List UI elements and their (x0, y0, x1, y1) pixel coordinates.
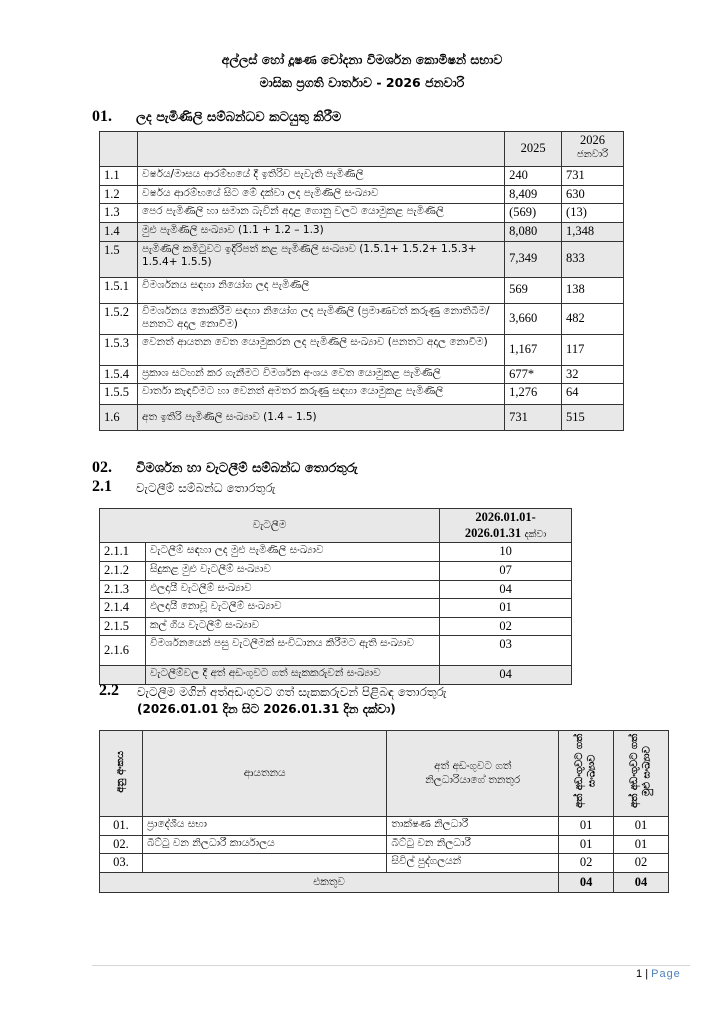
row-desc: වැටලීම්වල දී අත් අඩංගුවට ගත් සැකකරුවන් සංඛ්‍යාව (145, 666, 439, 685)
row-desc: වැටලීම් සඳහා ලද මුළු පැමිණිලි සංඛ්‍යාව (145, 543, 439, 562)
page-separator: | (645, 968, 649, 980)
row-id: 2.1.4 (100, 599, 146, 618)
section2-title: විමර්ශන හා වැටලීම් සම්බන්ධ තොරතුරු (136, 461, 358, 476)
row-id: 2.1.3 (100, 580, 146, 599)
page-footer (636, 968, 681, 980)
row-id: 2.1.6 (100, 636, 146, 666)
row-value-2026: 138 (562, 277, 624, 303)
row-value-2026: 482 (562, 303, 624, 334)
col-header-total: අත් අඩංගුවට ගත් මුළු සංඛ්‍යාව (614, 731, 669, 817)
row-value-2025: 240 (505, 167, 562, 186)
row-value-2025: 8,080 (505, 222, 562, 241)
row-value-2026: (13) (562, 204, 624, 223)
row-total: 02 (614, 854, 669, 873)
col-header-institution: ආයතනය (142, 731, 386, 817)
row-total: 01 (614, 817, 669, 836)
row-id: 2.1.1 (100, 543, 146, 562)
arrests-table (99, 730, 669, 893)
row-desc: කල් ගිය වැටලීම් සංඛ්‍යාව (145, 617, 439, 636)
row-institution: බීට්ටු වන නිලධාරී කාර්යාලය (142, 835, 386, 854)
row-desc: විමර්ශනය සඳහා නියෝග ලද පැමිණිලි (137, 277, 504, 303)
row-institution (142, 854, 386, 873)
row-id: 1.1 (100, 167, 138, 186)
row-arrested: 02 (559, 854, 614, 873)
row-desc: වාර්තා කැඳවීමට හා වෙනත් අමතර කරුණු සඳහා යොමුකළ පැමිණිලි (137, 384, 504, 405)
row-desc: වර්ෂය/මාසය ආරම්භයේ දී ඉතිරිව පැවැති පැමිණිලි (137, 167, 504, 186)
row-id: 2.1.2 (100, 561, 146, 580)
row-value-2026: 117 (562, 334, 624, 365)
row-value: 04 (440, 666, 572, 685)
footer-divider (92, 965, 690, 966)
col-header-period: 2026.01.01- 2026.01.31 දක්වා (440, 509, 572, 543)
row-id: 1.5.4 (100, 365, 138, 384)
row-value-2026: 64 (562, 384, 624, 405)
row-id: 1.5.2 (100, 303, 138, 334)
page-number: 1 (636, 968, 643, 980)
total-arrested: 04 (559, 872, 614, 892)
row-desc: සිදුකළ මුළු වැටලීම් සංඛ්‍යාව (145, 561, 439, 580)
row-id: 1.5.5 (100, 384, 138, 405)
row-desc: ප්‍රකාශ සටහන් කර ගැනීමට විමර්ශන අංශය වෙත යොමුකළ පැමිණිලි (137, 365, 504, 384)
row-id: 1.5.3 (100, 334, 138, 365)
row-desc: ඵලදායී වැටලීම් සංඛ්‍යාව (145, 580, 439, 599)
row-arrested: 01 (559, 817, 614, 836)
row-value-2025: (569) (505, 204, 562, 223)
report-title: අල්ලස් හෝ දූෂණ චෝදනා විමර්ශන කොමිෂන් සභාව (221, 52, 503, 67)
row-desc: අත ඉතිරි පැමිණිලි සංඛ්‍යාව (1.4 – 1.5) (137, 405, 504, 431)
row-no: 02. (100, 835, 143, 854)
row-desc: ඵලදායී නොවූ වැටලීම් සංඛ්‍යාව (145, 599, 439, 618)
row-value-2026: 1,348 (562, 222, 624, 241)
row-value-2026: 515 (562, 405, 624, 431)
section1-title: ලද පැමිණිලි සම්බන්ධව කටයුතු කිරීම (136, 110, 342, 125)
row-no: 03. (100, 854, 143, 873)
row-desc: වෙනත් ආයතන වෙත යොමුකරන ලද පැමිණිලි සංඛ්‍යාව (පනතට අදාල නොවීම) (137, 334, 504, 365)
row-officer: සිවිල් පුද්ගලයන් (387, 854, 559, 873)
row-desc: පෙර පැමිණිලි හා සමාන බැවින් අදාළ ගොනු වලට යොමුකළ පැමිණිලි (137, 204, 504, 223)
row-officer: බීට්ටු වන නිලධාරී (387, 835, 559, 854)
row-desc: විමර්ශනය නොකිරීම සඳහා නියෝග ලද පැමිණිලි (ප්‍රමාණවත් කරුණු නොතිබීම/ පනතට අදාල නොවීම) (137, 303, 504, 334)
report-subtitle: මාසික ප්‍රගති වාර්තාව - 2026 ජනවාරි (259, 75, 465, 90)
col-header-no: අනු අංකය (100, 731, 143, 817)
total-label: එකතුව (100, 872, 559, 892)
section2-2-number: 2.2 (99, 682, 119, 699)
row-desc: විමර්ශනයෙන් පසු වැටලීමක් සංවිධානය කිරීමට ඇති සංඛ්‍යාව (145, 636, 439, 666)
section2-2-title: වැටලීම මගින් අත්අඩංගුවට ගත් සැකකරුවන් පිළිබඳ තොරතුරු (137, 685, 447, 699)
section2-1-title: වැටලීම් සම්බන්ධ තොරතුරු (136, 481, 276, 495)
col-header-2026: 2026 ජනවාරි (562, 132, 624, 167)
row-desc: වර්ෂය ආරම්භයේ සිට මේ දක්වා ලද පැමිණිලි සංඛ්‍යාව (137, 185, 504, 204)
col-header-raid: වැටලීම (100, 509, 440, 543)
row-institution: ප්‍රාදේශීය සභා (142, 817, 386, 836)
section2-number: 02. (92, 459, 112, 476)
row-value-2025: 677* (505, 365, 562, 384)
row-id: 1.5.1 (100, 277, 138, 303)
row-id: 1.2 (100, 185, 138, 204)
col-header-arrested: අත් අඩංගුවට ගත් සංඛ්‍යාව (559, 731, 614, 817)
page-label: Page (651, 968, 681, 980)
row-value-2025: 569 (505, 277, 562, 303)
row-value: 04 (440, 580, 572, 599)
row-value: 01 (440, 599, 572, 618)
row-arrested: 01 (559, 835, 614, 854)
row-value-2026: 32 (562, 365, 624, 384)
total-total: 04 (614, 872, 669, 892)
row-value-2025: 8,409 (505, 185, 562, 204)
row-desc: මුළු පැමිණිලි සංඛ්‍යාව (1.1 + 1.2 – 1.3) (137, 222, 504, 241)
col-header-officer: අත් අඩංගුවට ගත් නිලධාරියාගේ තනතුර (387, 731, 559, 817)
row-id: 1.3 (100, 204, 138, 223)
complaints-table (99, 131, 624, 431)
row-value-2026: 731 (562, 167, 624, 186)
section2-1-number: 2.1 (92, 478, 112, 495)
section2-2-period: (2026.01.01 දින සිට 2026.01.31 දින දක්වා) (137, 702, 396, 716)
row-id: 1.5 (100, 241, 138, 277)
row-value-2025: 3,660 (505, 303, 562, 334)
col-header-2025: 2025 (505, 132, 562, 167)
row-value: 10 (440, 543, 572, 562)
row-id: 2.1.5 (100, 617, 146, 636)
row-total: 01 (614, 835, 669, 854)
row-value-2026: 630 (562, 185, 624, 204)
row-value-2025: 7,349 (505, 241, 562, 277)
row-value: 02 (440, 617, 572, 636)
row-id: 1.6 (100, 405, 138, 431)
raids-table (99, 508, 572, 685)
row-officer: තාක්ෂණ නිලධාරී (387, 817, 559, 836)
row-value-2025: 1,276 (505, 384, 562, 405)
row-id: 1.4 (100, 222, 138, 241)
row-value: 03 (440, 636, 572, 666)
row-desc: පැමිණිලි කමිටුවට ඉදිරිපත් කළ පැමිණිලි සංඛ්‍යාව (1.5.1+ 1.5.2+ 1.5.3+ 1.5.4+ 1.5.5) (137, 241, 504, 277)
row-no: 01. (100, 817, 143, 836)
row-value-2025: 1,167 (505, 334, 562, 365)
row-value: 07 (440, 561, 572, 580)
row-value-2025: 731 (505, 405, 562, 431)
row-value-2026: 833 (562, 241, 624, 277)
section1-number: 01. (92, 108, 112, 125)
